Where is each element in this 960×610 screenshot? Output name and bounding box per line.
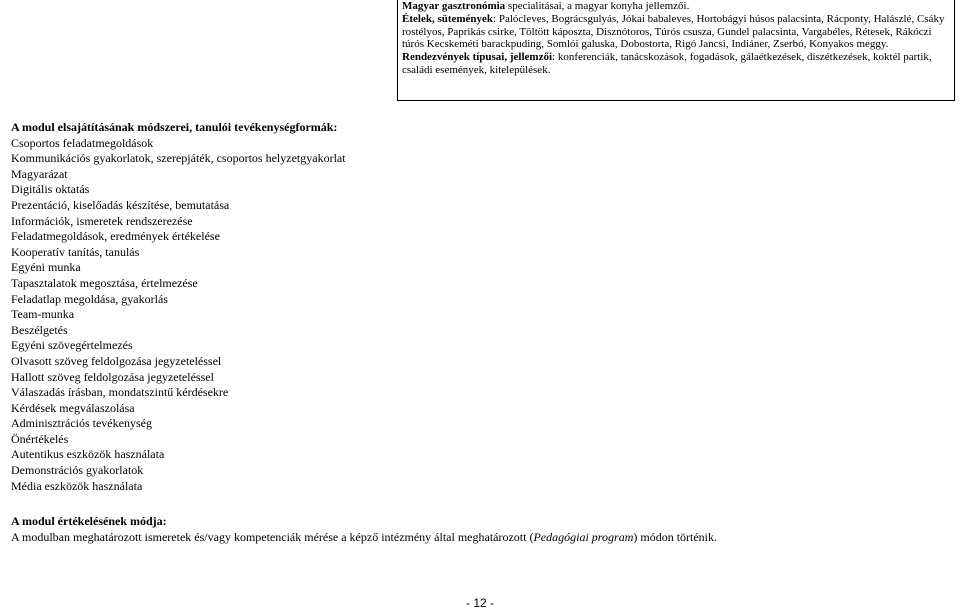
method-item: Hallott szöveg feldolgozása jegyzeteléssel <box>11 369 214 384</box>
evaluation-text-before: A modulban meghatározott ismeretek és/vagy kompetenciák mérése a képző intézmény által meghatározott ( <box>11 529 534 544</box>
method-item: Kommunikációs gyakorlatok, szerepjáték, csoportos helyzetgyakorlat <box>11 151 346 166</box>
events-paragraph <box>402 51 950 77</box>
method-item: Tapasztalatok megosztása, értelmezése <box>11 275 198 290</box>
evaluation-text-italic: Pedagógiai program <box>533 529 634 544</box>
evaluation-text <box>11 530 717 544</box>
method-item: Válaszadás írásban, mondatszintű kérdésekre <box>11 385 229 400</box>
method-item: Egyéni munka <box>11 260 81 275</box>
dishes-label: Ételek, sütemények <box>402 12 494 25</box>
evaluation-text-after: ) módon történik. <box>633 529 718 544</box>
method-item: Média eszközök használata <box>11 478 143 493</box>
dishes-paragraph <box>402 13 950 51</box>
method-item: Beszélgetés <box>11 322 68 337</box>
methods-section <box>11 120 431 494</box>
method-item: Információk, ismeretek rendszerezése <box>11 213 193 228</box>
method-item: Autentikus eszközök használata <box>11 447 165 462</box>
table-cell-content <box>397 0 955 101</box>
gastro-label: Magyar gasztronómia <box>402 0 506 12</box>
methods-title: A modul elsajátításának módszerei, tanulói tevékenységformák: <box>11 120 338 134</box>
events-text: : konferenciák, tanácskozások, fogadások, gálaétkezések, díszétkezések, koktél partik, családi események, kitelepülések. <box>402 51 932 76</box>
method-item: Kérdések megválaszolása <box>11 400 135 415</box>
method-item: Magyarázat <box>11 166 68 181</box>
dishes-text: : Palócleves, Bográcsgulyás, Jókai babaleves, Hortobágyi húsos palacsinta, Rácponty, Halászlé, Csáky rostélyos, Paprikás csirke, Töltött káposzta, Disznótoros, Túrós csusza, Gundel palacsinta, Vargabéles, Rétesek, Rákóczi túrós Kecskeméti barackpuding, Somlói galuska, Dobostorta, Rigó Jancsi, Indiáner, Zserbó, Konyakos meggy. <box>402 12 945 51</box>
method-item: Feladatlap megoldása, gyakorlás <box>11 291 168 306</box>
method-item: Prezentáció, kiselőadás készítése, bemutatása <box>11 197 230 212</box>
method-item: Adminisztrációs tevékenység <box>11 416 152 431</box>
gastro-text: specialitásai, a magyar konyha jellemzői. <box>505 0 690 12</box>
method-item: Kooperatív tanítás, tanulás <box>11 244 140 259</box>
evaluation-section <box>11 514 951 545</box>
method-item: Egyéni szövegértelmezés <box>11 338 133 353</box>
evaluation-title: A modul értékelésének módja: <box>11 514 167 528</box>
method-item: Demonstrációs gyakorlatok <box>11 463 144 478</box>
method-item: Feladatmegoldások, eredmények értékelése <box>11 229 220 244</box>
gastro-paragraph <box>402 0 950 13</box>
method-item: Olvasott szöveg feldolgozása jegyzeteléssel <box>11 353 222 368</box>
events-label: Rendezvények típusai, jellemzői <box>402 51 553 64</box>
method-item: Digitális oktatás <box>11 182 90 197</box>
method-item: Csoportos feladatmegoldások <box>11 135 154 150</box>
methods-list <box>11 136 431 495</box>
page-number: - 12 - <box>465 596 494 610</box>
method-item: Önértékelés <box>11 431 69 446</box>
method-item: Team-munka <box>11 307 75 322</box>
